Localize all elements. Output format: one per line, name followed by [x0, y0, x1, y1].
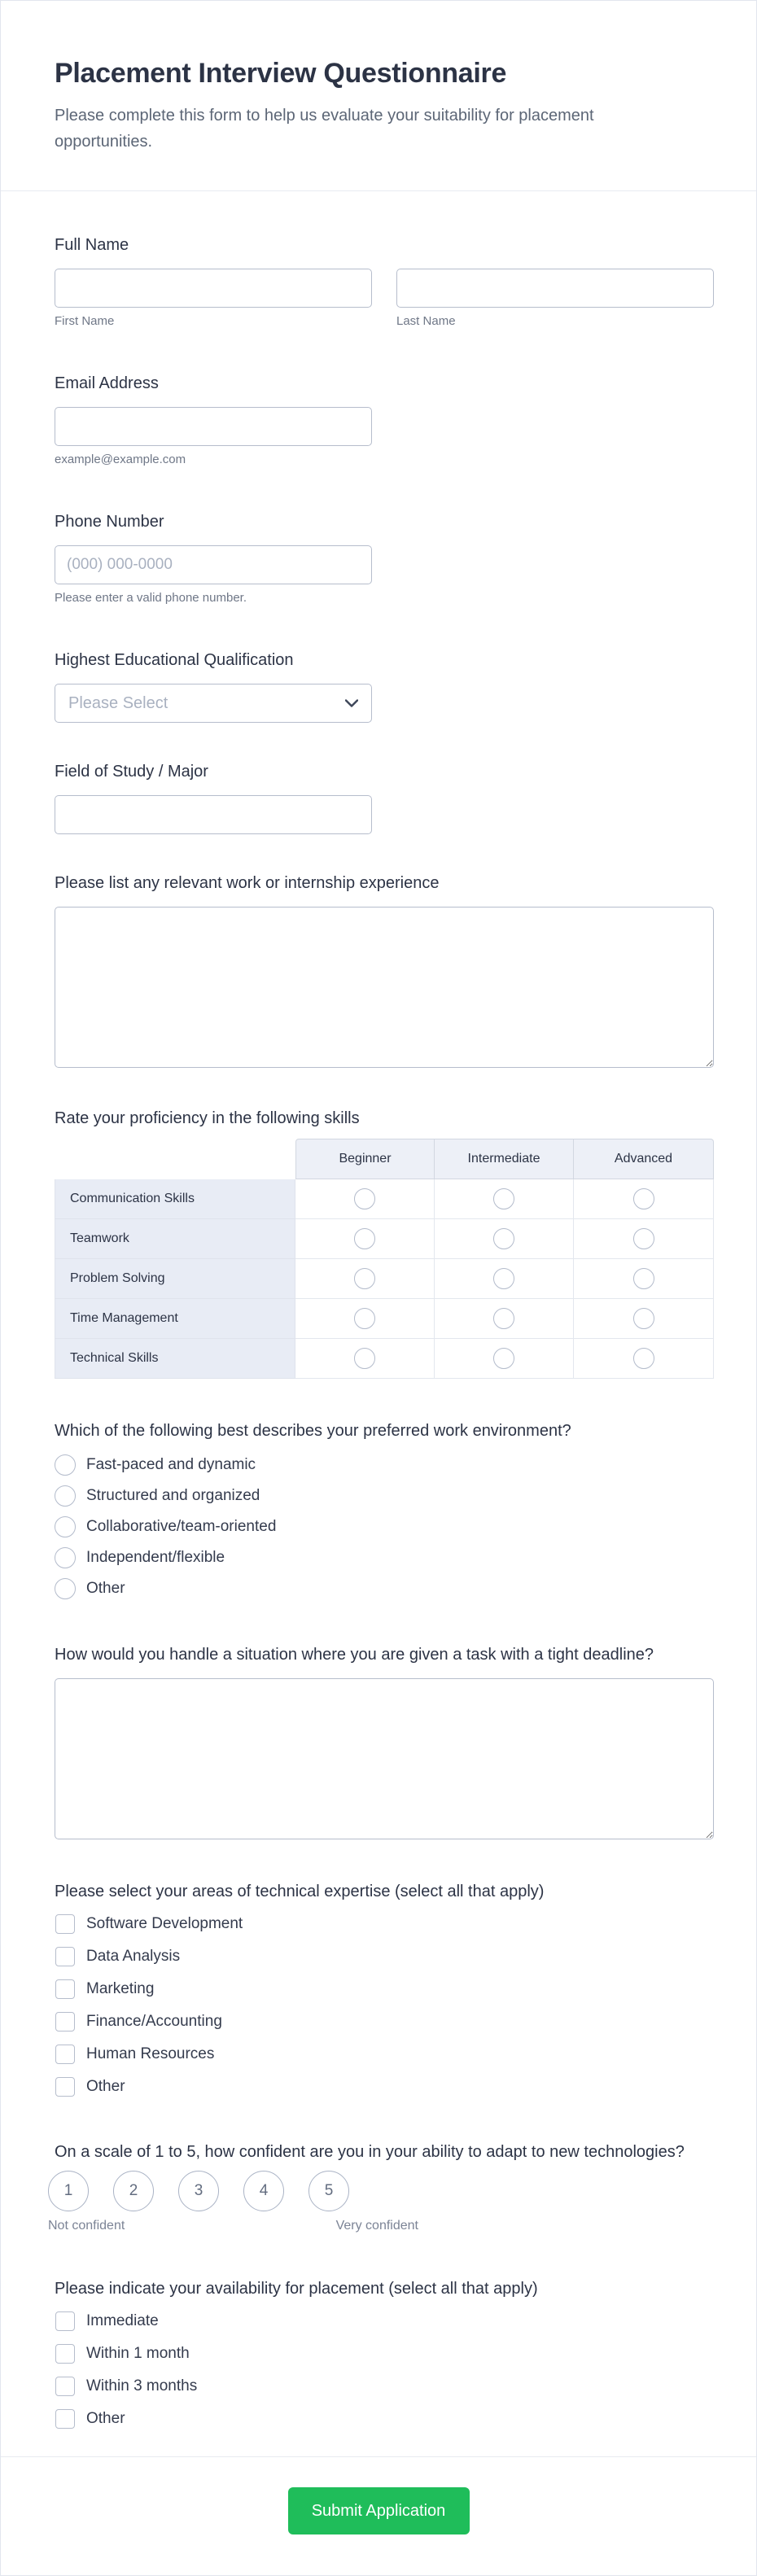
scale-option-1[interactable]: 1 — [48, 2171, 89, 2211]
field-of-study-label: Field of Study / Major — [55, 763, 208, 781]
matrix-cell-r3-c0 — [295, 1299, 435, 1339]
radio-icon[interactable] — [55, 1547, 76, 1568]
checkbox-option-label: Data Analysis — [86, 1948, 181, 1965]
checkbox-option-label: Immediate — [86, 2312, 159, 2329]
submit-button[interactable]: Submit Application — [288, 2487, 470, 2534]
qualification-label: Highest Educational Qualification — [55, 651, 294, 669]
matrix-radio-r3-c2[interactable] — [633, 1308, 654, 1329]
radio-option-label: Other — [86, 1580, 125, 1597]
question-deadline — [55, 1645, 712, 1839]
matrix-cell-r0-c0 — [295, 1179, 435, 1219]
checkbox-option-label: Software Development — [86, 1915, 243, 1932]
question-field-of-study — [55, 762, 712, 834]
first-name-col — [55, 269, 372, 328]
matrix-cell-r2-c0 — [295, 1259, 435, 1299]
expertise-label: Please select your areas of technical expertise (select all that apply) — [55, 1883, 545, 1900]
matrix-radio-r1-c2[interactable] — [633, 1228, 654, 1249]
matrix-radio-r2-c2[interactable] — [633, 1268, 654, 1289]
checkbox-icon[interactable] — [55, 2077, 75, 2097]
radio-option-fast-paced[interactable] — [55, 1454, 712, 1476]
radio-option-independent[interactable] — [55, 1547, 712, 1568]
email-input[interactable] — [55, 407, 372, 446]
question-email — [55, 374, 712, 466]
matrix-radio-r0-c0[interactable] — [354, 1188, 375, 1209]
matrix-cell-r2-c1 — [435, 1259, 574, 1299]
question-phone — [55, 512, 712, 605]
matrix-radio-r3-c0[interactable] — [354, 1308, 375, 1329]
last-name-col — [396, 269, 714, 328]
matrix-cell-r4-c2 — [574, 1339, 714, 1379]
checkbox-option-expertise-other[interactable] — [55, 2076, 712, 2097]
skills-matrix-table — [55, 1139, 712, 1379]
qualification-select-placeholder: Please Select — [68, 693, 168, 712]
checkbox-icon[interactable] — [55, 2311, 75, 2331]
matrix-cell-r3-c1 — [435, 1299, 574, 1339]
matrix-radio-r2-c1[interactable] — [493, 1268, 514, 1289]
confidence-scale-options — [48, 2171, 712, 2211]
matrix-radio-r4-c0[interactable] — [354, 1348, 375, 1369]
radio-option-structured[interactable] — [55, 1485, 712, 1507]
matrix-cell-r1-c2 — [574, 1219, 714, 1259]
radio-option-label: Collaborative/team-oriented — [86, 1518, 277, 1535]
matrix-row-label-time-management: Time Management — [55, 1299, 295, 1339]
radio-icon[interactable] — [55, 1516, 76, 1537]
checkbox-option-label: Within 3 months — [86, 2377, 198, 2394]
radio-option-collaborative[interactable] — [55, 1516, 712, 1537]
last-name-input[interactable] — [396, 269, 714, 308]
checkbox-option-label: Human Resources — [86, 2045, 215, 2062]
matrix-radio-r3-c1[interactable] — [493, 1308, 514, 1329]
work-environment-options — [55, 1454, 712, 1599]
scale-right-label: Very confident — [335, 2219, 418, 2233]
scale-option-2[interactable]: 2 — [113, 2171, 154, 2211]
question-expertise — [55, 1882, 712, 2097]
scale-left-label: Not confident — [48, 2219, 125, 2233]
experience-label: Please list any relevant work or internship experience — [55, 874, 440, 892]
matrix-radio-r4-c1[interactable] — [493, 1348, 514, 1369]
first-name-input[interactable] — [55, 269, 372, 308]
phone-input[interactable] — [55, 545, 372, 584]
radio-option-label: Structured and organized — [86, 1487, 260, 1504]
checkbox-option-label: Other — [86, 2410, 125, 2427]
full-name-label: Full Name — [55, 236, 129, 254]
question-work-environment — [55, 1421, 712, 1599]
radio-icon[interactable] — [55, 1454, 76, 1476]
checkbox-option-software-development[interactable] — [55, 1913, 712, 1935]
experience-textarea[interactable] — [55, 907, 714, 1068]
checkbox-option-immediate[interactable] — [55, 2311, 712, 2332]
matrix-cell-r1-c1 — [435, 1219, 574, 1259]
deadline-label: How would you handle a situation where you are given a task with a tight deadline? — [55, 1646, 654, 1664]
checkbox-option-within-1-month[interactable] — [55, 2343, 712, 2364]
checkbox-icon[interactable] — [55, 1947, 75, 1966]
checkbox-option-data-analysis[interactable] — [55, 1946, 712, 1967]
first-name-sublabel: First Name — [55, 314, 115, 328]
matrix-row-label-problem-solving: Problem Solving — [55, 1259, 295, 1299]
confidence-scale-label: On a scale of 1 to 5, how confident are you in your ability to adapt to new technologies? — [55, 2143, 685, 2161]
field-of-study-input[interactable] — [55, 795, 372, 834]
skills-matrix-label: Rate your proficiency in the following skills — [55, 1109, 360, 1127]
availability-label: Please indicate your availability for placement (select all that apply) — [55, 2280, 538, 2298]
work-environment-label: Which of the following best describes your preferred work environment? — [55, 1422, 571, 1440]
matrix-row-label-teamwork: Teamwork — [55, 1219, 295, 1259]
expertise-options — [55, 1913, 712, 2097]
radio-option-label: Fast-paced and dynamic — [86, 1456, 256, 1473]
matrix-col-header-beginner: Beginner — [295, 1139, 435, 1179]
matrix-radio-r2-c0[interactable] — [354, 1268, 375, 1289]
radio-option-label: Independent/flexible — [86, 1549, 225, 1566]
matrix-radio-r0-c1[interactable] — [493, 1188, 514, 1209]
form-footer — [1, 2456, 756, 2575]
radio-icon[interactable] — [55, 1578, 76, 1599]
matrix-cell-r2-c2 — [574, 1259, 714, 1299]
checkbox-option-within-3-months[interactable] — [55, 2376, 712, 2397]
radio-icon[interactable] — [55, 1485, 76, 1507]
matrix-col-header-advanced: Advanced — [574, 1139, 714, 1179]
deadline-textarea[interactable] — [55, 1678, 714, 1839]
matrix-radio-r1-c1[interactable] — [493, 1228, 514, 1249]
checkbox-icon[interactable] — [55, 1979, 75, 1999]
form-body — [1, 191, 756, 2456]
checkbox-icon[interactable] — [55, 2409, 75, 2429]
form-subtitle: Please complete this form to help us evaluate your suitability for placement opportunities. — [55, 107, 594, 151]
checkbox-icon[interactable] — [55, 2377, 75, 2396]
checkbox-option-label: Marketing — [86, 1980, 155, 1997]
form-header — [1, 1, 756, 191]
scale-option-4[interactable]: 4 — [243, 2171, 284, 2211]
checkbox-option-finance-accounting[interactable] — [55, 2011, 712, 2032]
matrix-col-header-intermediate: Intermediate — [435, 1139, 574, 1179]
full-name-row — [55, 269, 712, 328]
email-sublabel: example@example.com — [55, 453, 186, 466]
phone-sublabel: Please enter a valid phone number. — [55, 591, 247, 605]
question-experience — [55, 873, 712, 1068]
question-full-name — [55, 235, 712, 328]
matrix-radio-r1-c0[interactable] — [354, 1228, 375, 1249]
matrix-cell-r0-c2 — [574, 1179, 714, 1219]
checkbox-icon[interactable] — [55, 2012, 75, 2031]
confidence-scale-end-labels — [48, 2219, 418, 2233]
email-label: Email Address — [55, 374, 159, 392]
matrix-radio-r4-c2[interactable] — [633, 1348, 654, 1369]
question-skills-matrix — [55, 1109, 712, 1379]
checkbox-option-label: Finance/Accounting — [86, 2013, 222, 2030]
question-confidence-scale — [48, 2140, 712, 2233]
last-name-sublabel: Last Name — [396, 314, 456, 328]
matrix-cell-r4-c0 — [295, 1339, 435, 1379]
checkbox-option-human-resources[interactable] — [55, 2044, 712, 2065]
matrix-cell-r4-c1 — [435, 1339, 574, 1379]
checkbox-icon[interactable] — [55, 2045, 75, 2064]
qualification-select[interactable] — [55, 684, 372, 723]
availability-options — [55, 2311, 712, 2429]
checkbox-option-marketing[interactable] — [55, 1979, 712, 2000]
matrix-radio-r0-c2[interactable] — [633, 1188, 654, 1209]
checkbox-icon[interactable] — [55, 2344, 75, 2364]
scale-option-5[interactable]: 5 — [308, 2171, 349, 2211]
radio-option-other[interactable] — [55, 1578, 712, 1599]
question-qualification — [55, 650, 712, 723]
matrix-corner-cell — [55, 1139, 295, 1179]
phone-label: Phone Number — [55, 513, 164, 531]
question-availability — [55, 2279, 712, 2429]
scale-option-3[interactable]: 3 — [178, 2171, 219, 2211]
chevron-down-icon — [345, 699, 358, 707]
matrix-row-label-technical-skills: Technical Skills — [55, 1339, 295, 1379]
checkbox-option-availability-other[interactable] — [55, 2408, 712, 2429]
checkbox-option-label: Within 1 month — [86, 2345, 190, 2362]
form-title: Placement Interview Questionnaire — [55, 58, 507, 89]
matrix-cell-r0-c1 — [435, 1179, 574, 1219]
matrix-row-label-communication: Communication Skills — [55, 1179, 295, 1219]
matrix-cell-r3-c2 — [574, 1299, 714, 1339]
matrix-cell-r1-c0 — [295, 1219, 435, 1259]
checkbox-icon[interactable] — [55, 1914, 75, 1934]
checkbox-option-label: Other — [86, 2078, 125, 2095]
